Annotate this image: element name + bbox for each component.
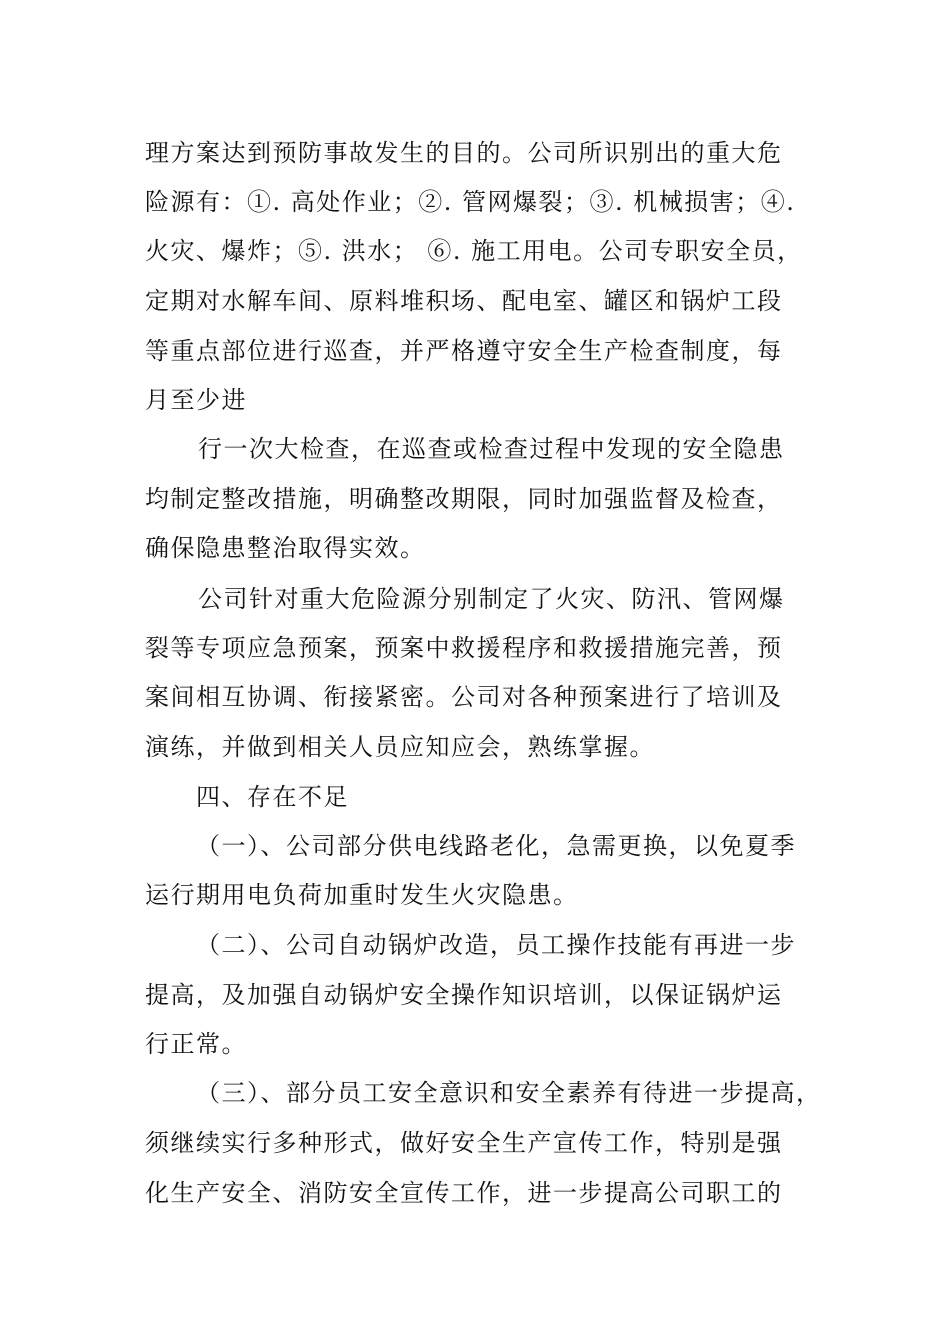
text-line: 公司针对重大危险源分别制定了火灾、防汛、管网爆 — [198, 585, 785, 613]
text-line: 裂等专项应急预案，预案中救援程序和救援措施完善，预 — [145, 634, 783, 662]
text-line: 理方案达到预防事故发生的目的。公司所识别出的重大危 — [145, 139, 783, 167]
section-heading: 四、存在不足 — [196, 783, 349, 811]
text-line: （二）、公司自动锅炉改造，员工操作技能有再进一步 — [196, 931, 796, 959]
text-line: 行一次大检查，在巡查或检查过程中发现的安全隐患 — [198, 435, 785, 463]
text-line: （三）、部分员工安全意识和安全素养有待进一步提高， — [196, 1079, 822, 1107]
text-line: 行正常。 — [145, 1030, 247, 1058]
text-line: 须继续实行多种形式，做好安全生产宣传工作，特别是强 — [145, 1129, 783, 1157]
text-line: 确保隐患整治取得实效。 — [145, 534, 426, 562]
text-line: 定期对水解车间、原料堆积场、配电室、罐区和锅炉工段 — [145, 287, 783, 315]
text-line: （一）、公司部分供电线路老化，急需更换，以免夏季 — [196, 832, 796, 860]
text-line: 等重点部位进行巡查，并严格遵守安全生产检查制度，每 — [145, 337, 783, 365]
text-line: 运行期用电负荷加重时发生火灾隐患。 — [145, 881, 579, 909]
text-line: 月至少进 — [145, 386, 247, 414]
text-line: 案间相互协调、衔接紧密。公司对各种预案进行了培训及 — [145, 683, 783, 711]
text-line: 提高，及加强自动锅炉安全操作知识培训，以保证锅炉运 — [145, 981, 783, 1009]
text-line: 化生产安全、消防安全宣传工作，进一步提高公司职工的 — [145, 1179, 783, 1207]
text-line: 险源有：①. 高处作业；②. 管网爆裂；③. 机械损害；④. — [145, 188, 796, 216]
text-line: 均制定整改措施，明确整改期限，同时加强监督及检查， — [145, 485, 783, 513]
text-line: 火灾、爆炸；⑤. 洪水； ⑥. 施工用电。公司专职安全员， — [145, 237, 803, 265]
text-line: 演练，并做到相关人员应知应会，熟练掌握。 — [145, 733, 655, 761]
